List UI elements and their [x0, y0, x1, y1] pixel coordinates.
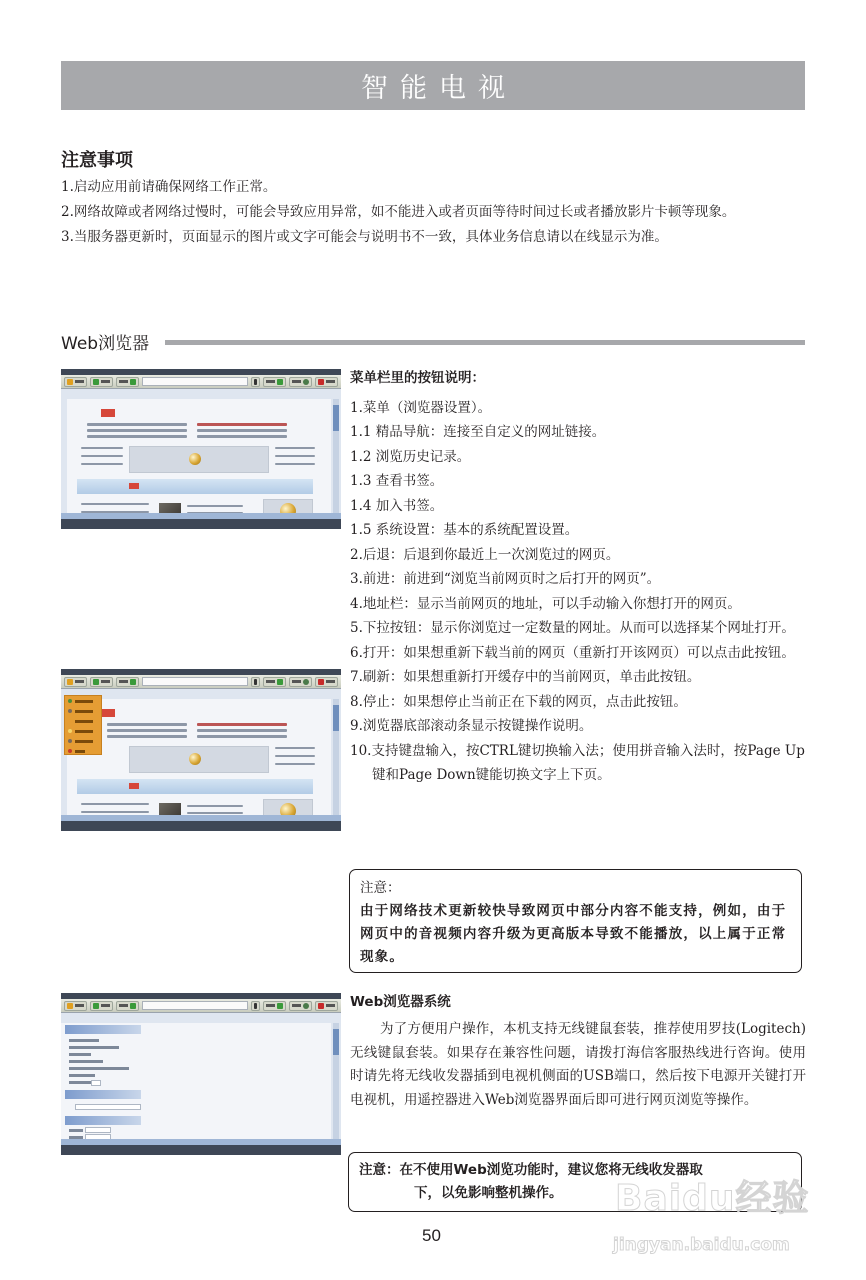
browser-toolbar [61, 999, 341, 1013]
forward-arrow-icon [130, 1003, 136, 1009]
back-arrow-icon [93, 1003, 99, 1009]
note-box-receiver [348, 1152, 802, 1212]
check-icon [277, 679, 283, 685]
back-button [90, 677, 113, 687]
notice-heading: 注意事项 [61, 150, 133, 171]
stop-button [315, 1001, 338, 1011]
browser-menu-popup [64, 695, 102, 755]
open-button [263, 377, 286, 387]
vertical-scrollbar [333, 399, 339, 513]
menu-item-navigation [65, 696, 101, 706]
search-logo [129, 783, 139, 789]
settings-panel-header [65, 1116, 141, 1125]
menu-desc-item: 1.菜单（浏览器设置）。 [350, 399, 492, 416]
open-button [263, 1001, 286, 1011]
site-logo [101, 709, 115, 717]
menu-desc-item: 6.打开：如果想重新下载当前的网页（重新打开该网页）可以点击此按钮。 [350, 644, 795, 661]
forward-button [116, 677, 139, 687]
section-divider [165, 340, 805, 345]
settings-panel-header [65, 1025, 141, 1034]
settings-page-content [61, 1023, 331, 1139]
note-box-compatibility [349, 869, 802, 973]
menu-desc-item: 1.3 查看书签。 [350, 473, 444, 489]
notice-list [61, 175, 811, 250]
stop-button [315, 677, 338, 687]
web-page-content [67, 399, 331, 513]
status-bar [61, 821, 341, 831]
refresh-icon [303, 1003, 309, 1009]
watermark-logo: Baidu经验 [615, 1178, 810, 1219]
menu-desc-item: 1.5 系统设置：基本的系统配置设置。 [350, 522, 579, 538]
search-logo [129, 483, 139, 489]
menu-item-history [65, 706, 101, 716]
section-title: Web浏览器 [61, 333, 150, 354]
check-icon [277, 379, 283, 385]
menu-desc-item: 1.2 浏览历史记录。 [350, 448, 471, 465]
address-bar [142, 377, 248, 386]
menu-item-settings [65, 736, 101, 746]
menu-icon [67, 1003, 73, 1009]
menu-item-view-bookmarks [65, 716, 101, 726]
refresh-icon [303, 379, 309, 385]
menu-desc-item: 1.1 精品导航：连接至自定义的网址链接。 [350, 424, 606, 440]
menu-desc-item: 10.支持键盘输入，按CTRL键切换输入法；使用拼音输入法时，按Page Up键和Page Down键能切换文字上下页。 [350, 742, 805, 783]
notice-item: 3.当服务器更新时，页面显示的图片或文字可能会与说明书不一致，具体业务信息请以在线显示为准。 [61, 229, 668, 245]
web-page-content [67, 699, 331, 815]
browser-toolbar [61, 375, 341, 389]
notice-item: 1.启动应用前请确保网络工作正常。 [61, 179, 277, 195]
stop-icon [318, 379, 324, 385]
menu-desc-item: 9.浏览器底部滚动条显示按键操作说明。 [350, 718, 593, 734]
menu-item-exit [65, 746, 101, 756]
dropdown-button [251, 377, 260, 387]
back-arrow-icon [93, 679, 99, 685]
page-title: 智能电视 [361, 73, 517, 104]
site-logo [101, 409, 115, 417]
menu-item-add-bookmark [65, 726, 101, 736]
forward-button [116, 377, 139, 387]
vertical-scrollbar [333, 699, 339, 815]
note-line-2: 下，以免影响整机操作。 [414, 1185, 563, 1201]
refresh-icon [303, 679, 309, 685]
back-button [90, 377, 113, 387]
stop-icon [318, 1003, 324, 1009]
note-label: 注意： [360, 880, 401, 896]
menu-desc-subhead: 菜单栏里的按钮说明： [350, 370, 485, 386]
open-button [263, 677, 286, 687]
menu-icon [67, 679, 73, 685]
refresh-button [289, 1001, 312, 1011]
settings-panel-header [65, 1090, 141, 1099]
dropdown-button [251, 677, 260, 687]
screenshot-browser-home [61, 369, 341, 529]
forward-arrow-icon [130, 679, 136, 685]
menu-button [64, 1001, 87, 1011]
screenshot-browser-settings [61, 993, 341, 1155]
menu-desc-item: 4.地址栏：显示当前网页的地址，可以手动输入你想打开的网页。 [350, 595, 741, 612]
page-title-bar [61, 61, 805, 110]
refresh-button [289, 377, 312, 387]
back-arrow-icon [93, 379, 99, 385]
page-number: 50 [422, 1226, 441, 1245]
refresh-button [289, 677, 312, 687]
check-icon [277, 1003, 283, 1009]
dropdown-button [251, 1001, 260, 1011]
browser-toolbar [61, 675, 341, 689]
status-bar [61, 519, 341, 529]
menu-button-descriptions [350, 366, 810, 788]
notice-item: 2.网络故障或者网络过慢时，可能会导致应用异常，如不能进入或者页面等待时间过长或者播放影片卡顿等现象。 [61, 204, 736, 220]
note-body: 由于网络技术更新较快导致网页中部分内容不能支持，例如，由于网页中的音视频内容升级为更高版本导致不能播放，以上属于正常现象。 [360, 903, 787, 965]
note-line-1: 注意：在不使用Web浏览功能时，建议您将无线收发器取 [359, 1162, 703, 1178]
vertical-scrollbar [333, 1023, 339, 1139]
browser-system-heading: Web浏览器系统 [350, 994, 451, 1010]
address-bar [142, 1001, 248, 1010]
menu-desc-item: 5.下拉按钮：显示你浏览过一定数量的网址。从而可以选择某个网址打开。 [350, 620, 795, 636]
dropdown-icon [254, 1003, 257, 1009]
menu-button [64, 377, 87, 387]
menu-desc-item: 8.停止：如果想停止当前正在下载的网页，点击此按钮。 [350, 693, 687, 710]
dropdown-icon [254, 679, 257, 685]
menu-desc-item: 3.前进：前进到“浏览当前网页时之后打开的网页”。 [350, 571, 661, 587]
forward-button [116, 1001, 139, 1011]
status-bar [61, 1145, 341, 1155]
forward-arrow-icon [130, 379, 136, 385]
menu-desc-item: 2.后退：后退到你最近上一次浏览过的网页。 [350, 546, 620, 563]
menu-button [64, 677, 87, 687]
stop-icon [318, 679, 324, 685]
menu-desc-item: 7.刷新：如果想重新打开缓存中的当前网页，单击此按钮。 [350, 669, 701, 685]
browser-system-body: 为了方便用户操作，本机支持无线键鼠套装，推荐使用罗技(Logitech)无线键鼠套装。如果存在兼容性问题，请拨打海信客服热线进行咨询。使用时请先将无线收发器插到电视机侧面的USB端口，然后按下电源开关键打开电视机，用遥控器进入Web浏览器界面后即可进行网页浏览等操作。 [350, 1021, 806, 1108]
back-button [90, 1001, 113, 1011]
menu-icon [67, 379, 73, 385]
watermark-url: jingyan.baidu.com [613, 1235, 790, 1255]
section-header [61, 328, 805, 354]
screenshot-browser-menu [61, 669, 341, 831]
menu-desc-item: 1.4 加入书签。 [350, 497, 444, 514]
address-bar [142, 677, 248, 686]
dropdown-icon [254, 379, 257, 385]
stop-button [315, 377, 338, 387]
